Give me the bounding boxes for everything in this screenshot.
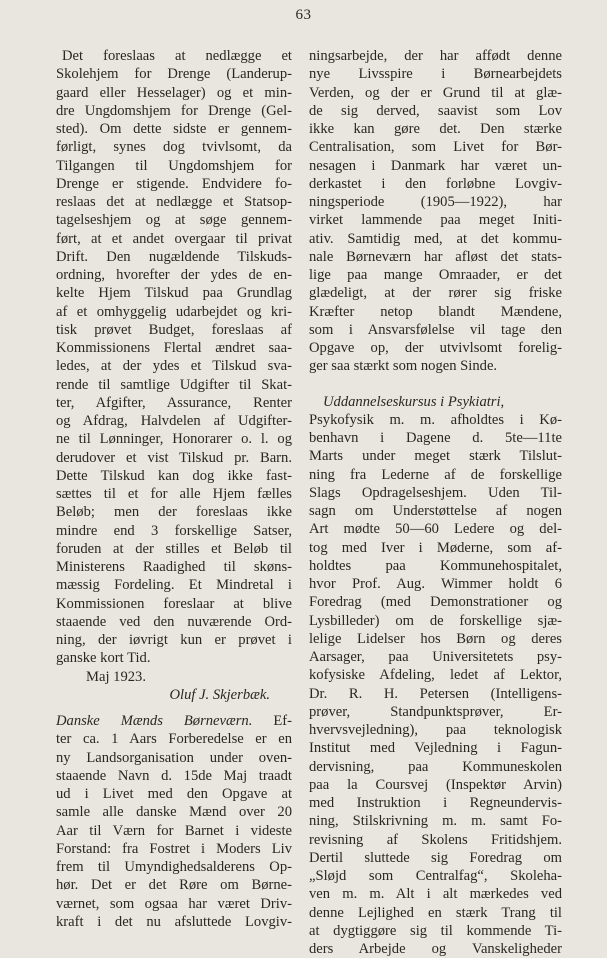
text-line: ger saa stærkt som nogen Sinde. (309, 358, 498, 375)
text-line: Dertil sluttede sig Foredrag om (309, 849, 562, 866)
text-line: derkastet i den forløbne Lovgiv- (309, 175, 562, 192)
text-line: Ministerens Raadighed til skøns- (56, 559, 292, 575)
text-line: nesagen i Danmark har været un- (309, 157, 562, 174)
text-line: Drift. Den nugældende Tilskuds- (56, 248, 292, 265)
text-line: ordning, hvorefter der ydes de en- (56, 267, 292, 283)
text-line: ganske kort Tid. (56, 650, 151, 667)
text-line: Lysbilleder) om de forskellige sjæ- (309, 612, 562, 629)
text-line: revisning af Skolens Fritidshjem. (309, 831, 562, 848)
right-paragraph-2 (309, 411, 562, 958)
text-line: ført, at et andet overgaar til privat (56, 230, 292, 247)
section-heading-boerneværn: Danske Mænds Børneværn. (56, 713, 253, 729)
text-line: mindre end 3 forskellige Satser, (56, 522, 292, 539)
text-line: med Instruktion i Regneundervis- (309, 795, 562, 811)
text-line: tisk prøvet Budget, foreslaas af (56, 321, 292, 338)
text-line: denne Lejlighed en stærk Trang til (309, 904, 562, 921)
text-line: Verden, og der er Grund til at glæ- (309, 84, 562, 101)
text-line: Marts under meget stærk Tilslut- (309, 448, 562, 465)
text-line: Opgave op, der utvivlsomt forelig- (309, 340, 562, 356)
text-line: Psykofysik m. m. afholdtes i Kø- (309, 411, 562, 428)
text-line: dervisning, paa Kommuneskolen (309, 758, 562, 775)
text-line: kraft i det nu afsluttede Lovgiv- (56, 913, 292, 930)
text-line: Skolehjem for Drenge (Landerup- (56, 66, 292, 83)
text-line: sted). Om dette sidste er gennem- (56, 121, 292, 137)
text-line: ny Landsorganisation under oven- (56, 749, 292, 766)
text-line: ledes, at der ydes et Tilskud sva- (56, 358, 292, 375)
text-line: glædeligt, at der rører sig friske (309, 285, 562, 302)
text-line: Dr. R. H. Petersen (Intelligens- (309, 685, 562, 702)
text-line: og Afdrag, Halvdelen af Udgifter- (56, 413, 292, 429)
text-line: staaende Navn d. 15de Maj traadt (56, 767, 292, 784)
text-line: benhavn i Dagene d. 5te—11te (309, 430, 562, 446)
text-line: Institut med Vejledning i Fagun- (309, 740, 562, 757)
text-line: rende til samtlige Udgifter til Skat- (56, 376, 292, 393)
text-line: ter, Afgifter, Assurance, Renter (56, 394, 292, 411)
text-line: ning fra Lederne af de forskellige (309, 466, 562, 483)
text-line: Forstand: fra Fostret i Moders Liv (56, 840, 292, 857)
text-line: „Sløjd som Centralfag“, Skoleha- (309, 868, 562, 884)
text-line: derudover et vist Tilskud pr. Barn. (56, 449, 292, 466)
text-line: nye Livsspire i Børnearbejdets (309, 66, 562, 83)
text-line: Det foreslaas at nedlægge et (62, 48, 292, 64)
text-line: ud i Livet med den Opgave at (56, 786, 292, 802)
left-paragraph-2 (56, 730, 292, 931)
text-line: paa la Coursvej (Inspektør Arvin) (309, 776, 562, 793)
text-line: frem til Umyndighedsalderens Op- (56, 859, 292, 875)
text-line: Kræfter netop blandt Mændene, (309, 303, 562, 320)
left-column (56, 47, 292, 931)
text-line: Art mødte 50—60 Ledere og del- (309, 521, 562, 538)
text-line: de sig derved, saavist som Lov (309, 102, 562, 119)
text-line: virket lammende paa meget Initi- (309, 212, 562, 229)
text-line: Tilgangen til Ungdomshjem for (56, 157, 292, 174)
text-line: ven m. m. Alt i alt mærkedes ved (309, 886, 562, 903)
text-line: ning, der iøvrigt kun er prøvet i (56, 632, 292, 648)
signature: Oluf J. Skjerbæk. (169, 686, 270, 703)
text-line: nale Børneværn har afløst det stats- (309, 248, 562, 265)
text-line: ter ca. 1 Aars Forberedelse er en (56, 731, 292, 748)
text-line: reslaas det at nedlægge et Statsop- (56, 194, 292, 210)
text-line: sættes til et for alle Hjem fælles (56, 486, 292, 502)
text-line: hør. Det er det Røre om Børne- (56, 877, 292, 894)
text-line: værnet, som ogsaa har været Driv- (56, 895, 292, 912)
text-line: af et omhyggelig udarbejdet og kri- (56, 303, 292, 320)
text-line: som i Ansvarsfølelse vil tage den (309, 321, 562, 338)
text-line: hvor Prof. Aug. Wimmer holdt 6 (309, 576, 562, 592)
text-line: kofysiske Afdeling, ledet af Lektor, (309, 667, 562, 684)
text-line: Slags Opdragelseshjem. Uden Til- (309, 484, 562, 501)
text-line: Beløb; men der foreslaas ikke (56, 504, 292, 521)
text-line: tagelseshjem og at søge gennem- (56, 212, 292, 229)
text-line: ningsperiode (1905—1922), har (309, 194, 562, 210)
section-heading-psykiatri: Uddannelseskursus i Psykiatri, (323, 393, 505, 410)
text-line: lige paa mange Omraader, er det (309, 267, 562, 283)
text-line: hvervsvejledning), paa teknologisk (309, 722, 562, 738)
text-line: ningsarbejde, der har affødt denne (309, 48, 562, 64)
text-line: foruden at der stilles et Beløb til (56, 540, 292, 557)
date-line: Maj 1923. (86, 668, 146, 685)
text-line: lelige Lidelser hos Børn og deres (309, 630, 562, 647)
text-line: holdtes paa Kommunehospitalet, (309, 557, 562, 574)
right-paragraph-1 (309, 47, 562, 376)
text-line: Kommissionens Flertal ændret saa- (56, 340, 292, 356)
text-line: Aar til Værn for Barnet i videste (56, 822, 292, 839)
text-line: tog med Iver i Møderne, som af- (309, 539, 562, 556)
text-line: førligt, synes dog tvivlsomt, da (56, 139, 292, 156)
text-line: ne til Lønninger, Honorarer o. l. og (56, 431, 292, 448)
text-line: kelte Hjem Tilskud paa Grundlag (56, 285, 292, 302)
text-line: samle alle danske Mænd over 20 (56, 804, 292, 821)
left-paragraph-1 (56, 47, 292, 668)
left-paragraph-2-first-line (56, 712, 292, 730)
text-line: staaende ved den nuværende Ord- (56, 613, 292, 630)
text-line: mæssig Fordeling. Et Mindretal i (56, 577, 292, 594)
text-line: Foredrag (med Demonstrationer og (309, 594, 562, 611)
text-line: ativ. Samtidig med, at det kommu- (309, 230, 562, 247)
text-line: Kommissionen foreslaar at blive (56, 595, 292, 612)
text-line: Drenge er stigende. Endvidere fo- (56, 175, 292, 192)
text-line: Aarsager, paa Universitetets psy- (309, 649, 562, 665)
text-line: dre Ungdomshjem for Drenge (Gel- (56, 102, 292, 119)
text-line: prøver, Standpunktsprøver, Er- (309, 703, 562, 720)
text-line: Centralisation, som Livet for Bør- (309, 139, 562, 156)
text-line: gaard eller Hesselager) og et min- (56, 84, 292, 101)
text-line: ikke kan gøre det. Den stærke (309, 121, 562, 137)
text-line: Dette Tilskud kan dog ikke fast- (56, 467, 292, 484)
heading-continuation: Ef- (273, 713, 292, 729)
right-column (309, 47, 562, 958)
text-line: at dygtiggøre sig til kommende Ti- (309, 922, 562, 939)
text-line: ning, Stilskrivning m. m. samt Fo- (309, 813, 562, 830)
text-line: sagn om Understøttelse af nogen (309, 503, 562, 519)
text-line: ders Arbejde og Vanskeligheder (309, 941, 562, 957)
page-number: 63 (295, 7, 312, 23)
